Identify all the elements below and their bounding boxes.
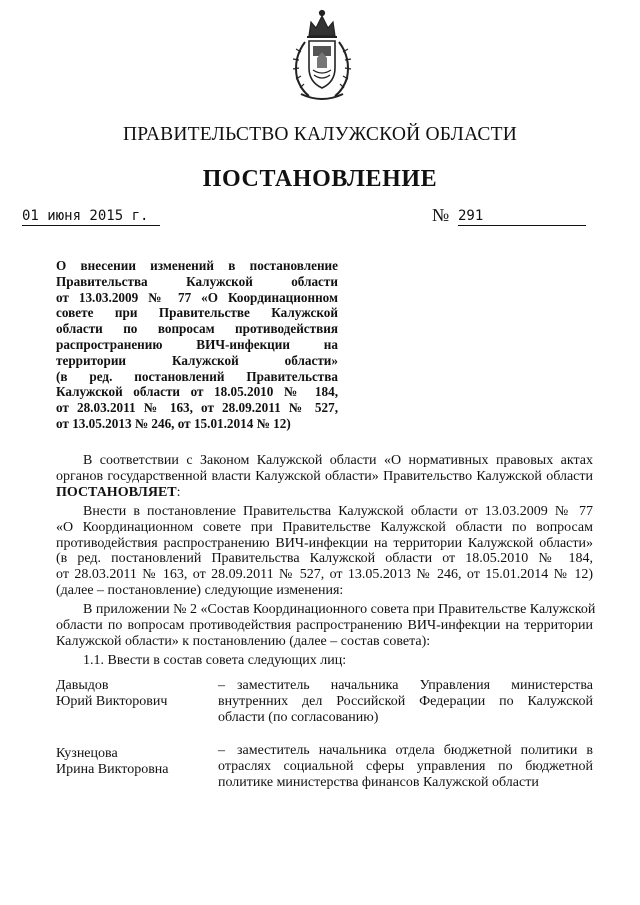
paragraph-line: В приложении № 2 «Состав Координационного совета при Правительстве Калужской (83, 602, 596, 618)
document-date: 01 июня 2015 г. (22, 207, 160, 226)
preamble-paragraph (56, 453, 593, 501)
document-body (56, 453, 596, 669)
member-given-names: Юрий Викторович (56, 694, 168, 709)
member-name (56, 678, 211, 710)
member-dash: – (218, 743, 225, 758)
paragraph-line: от 28.03.2011 № 163, от 28.09.2011 № 527, от 13.05.2013 № 246, от 15.01.2014 № 12) (56, 567, 593, 583)
subject-line: совете при Правительстве Калужской (56, 305, 338, 321)
position-line: политике министерства финансов Калужской области (218, 775, 539, 790)
paragraph-line: (далее – постановление) следующие изменения: (56, 583, 344, 599)
subject-line: распространению ВИЧ-инфекции на (56, 336, 338, 352)
document-subject (56, 258, 338, 432)
subject-line: от 13.05.2013 № 246, от 15.01.2014 № 12) (56, 415, 291, 431)
paragraph-line: Калужской области» к постановлению (далее – состав совета): (56, 633, 431, 649)
government-title: ПРАВИТЕЛЬСТВО КАЛУЖСКОЙ ОБЛАСТИ (123, 124, 517, 145)
subject-line: (в ред. постановлений Правительства (56, 368, 338, 384)
paragraph-line: Внести в постановление Правительства Калужской области от 13.03.2009 № 77 (83, 503, 593, 519)
decree-word: ПОСТАНОВЛЯЕТ: (56, 484, 181, 500)
member-position (218, 678, 593, 726)
subject-line: от 28.03.2011 № 163, от 28.09.2011 № 527, (56, 400, 338, 416)
paragraph-line: органов государственной власти Калужской области» Правительство Калужской области (56, 468, 593, 484)
subject-line: Калужской области от 18.05.2010 № 184, (56, 384, 338, 400)
position-line: отраслях социальной сферы управления по бюджетной (218, 759, 593, 774)
item-paragraph (56, 653, 593, 669)
member-given-names: Ирина Викторовна (56, 762, 169, 777)
kaluga-coat-of-arms-icon (287, 6, 357, 104)
appendix-paragraph (56, 602, 596, 650)
member-surname: Давыдов (56, 678, 109, 693)
position-line: заместитель начальника Управления министерства (237, 678, 593, 693)
subject-line: территории Калужской области» (56, 352, 338, 368)
number-label: № (432, 205, 450, 225)
council-member-entry (56, 678, 593, 728)
subject-line: О внесении изменений в постановление (56, 258, 338, 273)
paragraph-line: «О Координационном совете при Правительстве Калужской области по вопросам (56, 519, 593, 535)
paragraph-line: В соответствии с Законом Калужской области «О нормативных правовых актах (83, 453, 593, 468)
member-position (218, 743, 593, 791)
subject-line: от 13.03.2009 № 77 «О Координационном (56, 289, 338, 305)
member-surname: Кузнецова (56, 746, 118, 761)
subject-line: области по вопросам противодействия (56, 321, 338, 337)
amendment-paragraph (56, 504, 593, 599)
position-line: области (по согласованию) (218, 710, 379, 725)
paragraph-line: (в ред. постановлений Правительства Калужской области от 18.05.2010 № 184, (56, 551, 593, 567)
paragraph-line: области по вопросам противодействия распространению ВИЧ-инфекции на территории (56, 618, 593, 634)
member-name (56, 746, 211, 778)
member-dash: – (218, 678, 225, 693)
document-type: ПОСТАНОВЛЕНИЕ (202, 166, 438, 192)
document-number: 291 (458, 207, 586, 226)
position-line: заместитель начальника отдела бюджетной политики в (237, 743, 593, 758)
position-line: внутренних дел Российской Федерации по Калужской (218, 694, 593, 709)
paragraph-line: 1.1. Ввести в состав совета следующих лиц: (83, 652, 347, 668)
paragraph-line: противодействия распространению ВИЧ-инфекции на территории Калужской области» (56, 535, 593, 551)
council-member-entry (56, 743, 593, 793)
subject-line: Правительства Калужской области (56, 273, 338, 289)
